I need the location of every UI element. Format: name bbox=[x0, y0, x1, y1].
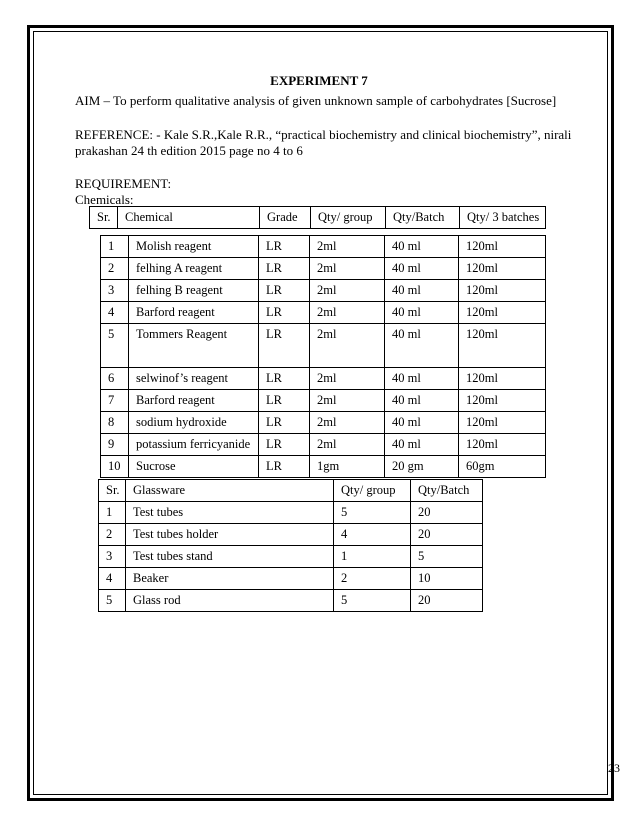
cell-glassware: Test tubes holder bbox=[126, 524, 334, 546]
header-sr: Sr. bbox=[99, 480, 126, 502]
cell-qty-batch: 5 bbox=[411, 546, 483, 568]
cell-grade: LR bbox=[259, 390, 310, 412]
cell-qty-batch: 20 gm bbox=[385, 456, 459, 478]
cell-qty-batch: 10 bbox=[411, 568, 483, 590]
cell-grade: LR bbox=[259, 456, 310, 478]
cell-chemical: Sucrose bbox=[129, 456, 259, 478]
header-grade: Grade bbox=[260, 207, 311, 229]
cell-grade: LR bbox=[259, 302, 310, 324]
cell-sr: 9 bbox=[101, 434, 129, 456]
cell-qty-batch: 40 ml bbox=[385, 368, 459, 390]
header-qty-batch: Qty/Batch bbox=[386, 207, 460, 229]
cell-qty-batch: 20 bbox=[411, 590, 483, 612]
aim-text: AIM – To perform qualitative analysis of given unknown sample of carbohydrates [Sucrose] bbox=[75, 93, 557, 108]
cell-sr: 2 bbox=[101, 258, 129, 280]
cell-sr: 3 bbox=[101, 280, 129, 302]
table-row bbox=[101, 258, 546, 280]
cell-sr: 1 bbox=[101, 236, 129, 258]
reference-line-2: prakashan 24 th edition 2015 page no 4 to 6 bbox=[75, 143, 303, 158]
table-row bbox=[101, 434, 546, 456]
table-row bbox=[99, 524, 483, 546]
table-row bbox=[99, 590, 483, 612]
cell-grade: LR bbox=[259, 236, 310, 258]
cell-qty-group: 4 bbox=[334, 524, 411, 546]
cell-chemical: Molish reagent bbox=[129, 236, 259, 258]
cell-grade: LR bbox=[259, 434, 310, 456]
cell-sr: 1 bbox=[99, 502, 126, 524]
requirement-label: REQUIREMENT: bbox=[75, 176, 172, 191]
cell-chemical: selwinof’s reagent bbox=[129, 368, 259, 390]
cell-qty-3-batches: 120ml bbox=[459, 302, 546, 324]
header-qty-batch: Qty/Batch bbox=[411, 480, 483, 502]
cell-qty-group: 5 bbox=[334, 590, 411, 612]
cell-sr: 7 bbox=[101, 390, 129, 412]
cell-qty-group: 2ml bbox=[310, 390, 385, 412]
cell-qty-group: 2 bbox=[334, 568, 411, 590]
cell-qty-3-batches: 120ml bbox=[459, 258, 546, 280]
cell-qty-batch: 40 ml bbox=[385, 390, 459, 412]
cell-glassware: Glass rod bbox=[126, 590, 334, 612]
reference-line-1: REFERENCE: - Kale S.R.,Kale R.R., “practical biochemistry and clinical biochemistry”, nirali bbox=[75, 127, 572, 142]
cell-glassware: Beaker bbox=[126, 568, 334, 590]
cell-chemical: felhing B reagent bbox=[129, 280, 259, 302]
cell-qty-group: 2ml bbox=[310, 302, 385, 324]
cell-qty-batch: 20 bbox=[411, 524, 483, 546]
cell-grade: LR bbox=[259, 368, 310, 390]
cell-qty-3-batches: 120ml bbox=[459, 368, 546, 390]
header-qty-3-batches: Qty/ 3 batches bbox=[460, 207, 546, 229]
header-qty-group: Qty/ group bbox=[311, 207, 386, 229]
chemicals-header-table bbox=[89, 206, 546, 229]
table-row bbox=[99, 568, 483, 590]
cell-chemical: Barford reagent bbox=[129, 390, 259, 412]
cell-sr: 4 bbox=[99, 568, 126, 590]
cell-chemical: potassium ferricyanide bbox=[129, 434, 259, 456]
table-row bbox=[99, 502, 483, 524]
cell-qty-group: 2ml bbox=[310, 434, 385, 456]
cell-qty-batch: 40 ml bbox=[385, 258, 459, 280]
cell-qty-group: 5 bbox=[334, 502, 411, 524]
table-row bbox=[101, 368, 546, 390]
table-row bbox=[101, 236, 546, 258]
cell-grade: LR bbox=[259, 258, 310, 280]
cell-qty-batch: 40 ml bbox=[385, 302, 459, 324]
cell-qty-batch: 40 ml bbox=[385, 324, 459, 368]
table-row bbox=[101, 412, 546, 434]
cell-qty-3-batches: 120ml bbox=[459, 236, 546, 258]
table-row bbox=[101, 324, 546, 368]
cell-qty-batch: 40 ml bbox=[385, 280, 459, 302]
cell-sr: 6 bbox=[101, 368, 129, 390]
cell-glassware: Test tubes stand bbox=[126, 546, 334, 568]
cell-sr: 10 bbox=[101, 456, 129, 478]
glassware-table bbox=[98, 479, 483, 612]
cell-qty-group: 2ml bbox=[310, 280, 385, 302]
cell-qty-group: 1gm bbox=[310, 456, 385, 478]
cell-qty-3-batches: 120ml bbox=[459, 324, 546, 368]
cell-qty-group: 2ml bbox=[310, 324, 385, 368]
chemicals-table bbox=[100, 235, 546, 478]
header-qty-group: Qty/ group bbox=[334, 480, 411, 502]
cell-sr: 5 bbox=[99, 590, 126, 612]
glassware-header-row bbox=[99, 480, 483, 502]
cell-chemical: sodium hydroxide bbox=[129, 412, 259, 434]
cell-sr: 2 bbox=[99, 524, 126, 546]
header-chemical: Chemical bbox=[118, 207, 260, 229]
cell-qty-3-batches: 120ml bbox=[459, 412, 546, 434]
cell-grade: LR bbox=[259, 412, 310, 434]
table-row bbox=[101, 302, 546, 324]
table-row bbox=[101, 456, 546, 478]
cell-qty-batch: 40 ml bbox=[385, 412, 459, 434]
cell-qty-batch: 40 ml bbox=[385, 434, 459, 456]
cell-grade: LR bbox=[259, 280, 310, 302]
cell-qty-group: 2ml bbox=[310, 368, 385, 390]
cell-chemical: Barford reagent bbox=[129, 302, 259, 324]
cell-qty-group: 2ml bbox=[310, 258, 385, 280]
cell-grade: LR bbox=[259, 324, 310, 368]
cell-qty-group: 2ml bbox=[310, 236, 385, 258]
cell-qty-3-batches: 60gm bbox=[459, 456, 546, 478]
table-row bbox=[101, 280, 546, 302]
table-row bbox=[99, 546, 483, 568]
experiment-heading: EXPERIMENT 7 bbox=[270, 73, 368, 88]
table-row bbox=[101, 390, 546, 412]
cell-qty-3-batches: 120ml bbox=[459, 390, 546, 412]
header-glassware: Glassware bbox=[126, 480, 334, 502]
cell-chemical: felhing A reagent bbox=[129, 258, 259, 280]
cell-qty-batch: 40 ml bbox=[385, 236, 459, 258]
page-number: 23 bbox=[608, 761, 620, 775]
cell-qty-group: 1 bbox=[334, 546, 411, 568]
cell-sr: 8 bbox=[101, 412, 129, 434]
cell-sr: 4 bbox=[101, 302, 129, 324]
chemicals-header-row bbox=[90, 207, 546, 229]
cell-sr: 5 bbox=[101, 324, 129, 368]
cell-glassware: Test tubes bbox=[126, 502, 334, 524]
chemicals-label: Chemicals: bbox=[75, 192, 134, 207]
header-sr: Sr. bbox=[90, 207, 118, 229]
cell-qty-batch: 20 bbox=[411, 502, 483, 524]
cell-chemical: Tommers Reagent bbox=[129, 324, 259, 368]
cell-qty-3-batches: 120ml bbox=[459, 434, 546, 456]
cell-qty-group: 2ml bbox=[310, 412, 385, 434]
cell-sr: 3 bbox=[99, 546, 126, 568]
cell-qty-3-batches: 120ml bbox=[459, 280, 546, 302]
